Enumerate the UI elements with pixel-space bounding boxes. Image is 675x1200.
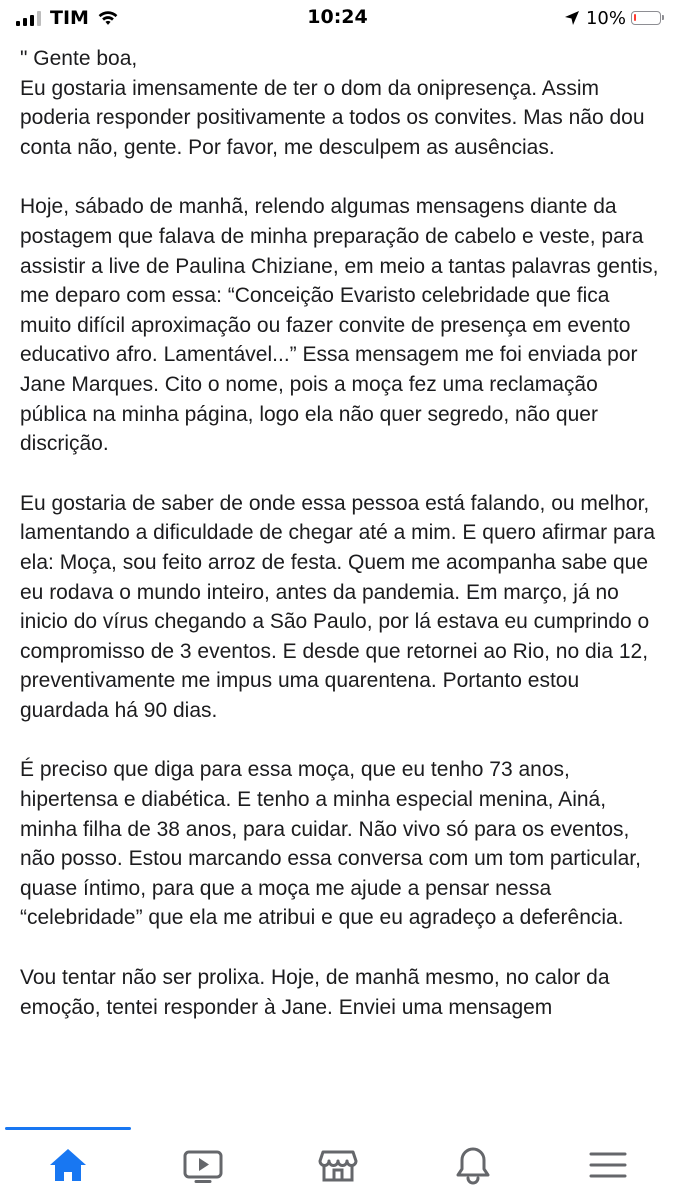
post-paragraph: Hoje, sábado de manhã, relendo algumas mensagens diante da postagem que falava de minha preparação de cabelo e veste, para assistir a live de Paulina Chiziane, em meio a tantas palavras gentis, me deparo com essa: “Conceição Evaristo celebridade que fica muito difícil aproximação ou fazer convite de presença em evento educativo afro. Lamentável...” Essa mensagem me foi enviada por Jane Marques. Cito o nome, pois a moça fez uma reclamação pública na minha página, logo ela não quer segredo, não quer discrição. bbox=[20, 195, 659, 456]
post-paragraph: É preciso que diga para essa moça, que eu tenho 73 anos, hipertensa e diabética. E tenho a minha especial menina, Ainá, minha filha de 38 anos, para cuidar. Não vivo só para os eventos, não posso. Estou marcando essa conversa com um tom particular, quase íntimo, para que a moça me ajude a pensar nessa “celebridade” que ela me atribui e que eu agradeço a deferência. bbox=[20, 758, 641, 930]
tab-notifications[interactable] bbox=[405, 1130, 540, 1200]
status-bar-right bbox=[564, 7, 661, 29]
status-bar bbox=[0, 0, 675, 36]
tab-marketplace[interactable] bbox=[270, 1130, 405, 1200]
post-paragraph: Vou tentar não ser prolixa. Hoje, de manhã mesmo, no calor da emoção, tentei responder à Jane. Enviei uma mensagem bbox=[20, 966, 610, 1019]
menu-icon bbox=[587, 1144, 629, 1186]
marketplace-icon bbox=[317, 1144, 359, 1186]
tab-home[interactable] bbox=[0, 1130, 135, 1200]
carrier-name: TIM bbox=[50, 7, 89, 29]
tab-video[interactable] bbox=[135, 1130, 270, 1200]
bottom-tab-bar bbox=[0, 1130, 675, 1200]
battery-percent: 10% bbox=[585, 7, 626, 29]
home-icon bbox=[47, 1144, 89, 1186]
tab-menu[interactable] bbox=[540, 1130, 675, 1200]
post-text bbox=[20, 44, 665, 1130]
post-paragraph: " Gente boa, Eu gostaria imensamente de ter o dom da onipresença. Assim poderia responder positivamente a todos os convites. Mas não dou conta não, gente. Por favor, me desculpem as ausências. bbox=[20, 47, 645, 159]
video-icon bbox=[182, 1144, 224, 1186]
bell-icon bbox=[452, 1144, 494, 1186]
status-time: 10:24 bbox=[307, 6, 368, 28]
location-arrow-icon bbox=[564, 10, 580, 26]
battery-fill bbox=[634, 14, 636, 21]
battery-icon bbox=[631, 11, 661, 25]
post-paragraph: Eu gostaria de saber de onde essa pessoa está falando, ou melhor, lamentando a dificuldade de chegar até a mim. E quero afirmar para ela: Moça, sou feito arroz de festa. Quem me acompanha sabe que eu rodava o mundo inteiro, antes da pandemia. Em março, já no inicio do vírus chegando a São Paulo, por lá estava eu cumprindo o compromisso de 3 eventos. E desde que retornei ao Rio, no dia 12, preventivamente me impus uma quarentena. Portanto estou guardada há 90 dias. bbox=[20, 491, 656, 722]
